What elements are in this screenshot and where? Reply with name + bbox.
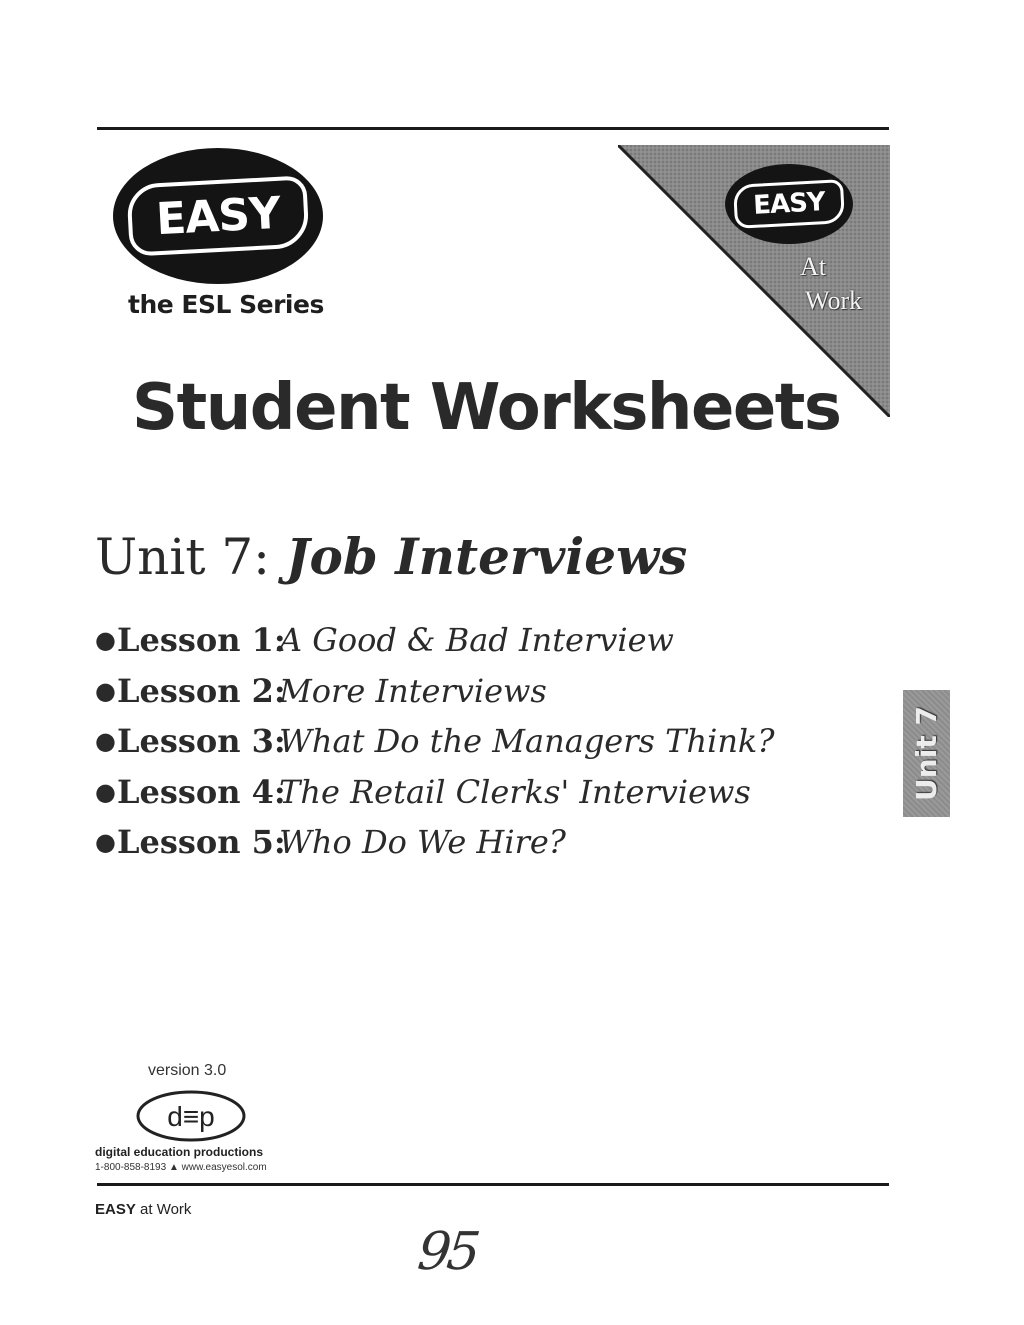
bullet-icon: ●: [95, 676, 116, 705]
unit-heading: [95, 527, 688, 586]
lesson-title: The Retail Clerks' Interviews: [279, 772, 751, 811]
corner-easy-logo-text: EASY: [733, 179, 845, 229]
unit-label: Unit 7:: [95, 528, 270, 586]
bullet-icon: ●: [95, 828, 116, 857]
unit-side-tab: [903, 690, 950, 817]
easy-logo: [113, 148, 323, 284]
publisher-name: digital education productions: [95, 1145, 263, 1159]
lesson-label: Lesson 5:: [117, 823, 286, 862]
corner-label-work: Work: [805, 286, 863, 315]
bullet-icon: ●: [95, 727, 116, 756]
footer-brand: EASY: [95, 1201, 136, 1218]
lesson-label: Lesson 3:: [117, 722, 286, 761]
easy-logo-text: EASY: [126, 175, 310, 256]
lesson-label: Lesson 1:: [117, 621, 286, 660]
lesson-item: [95, 615, 774, 666]
bottom-rule: [97, 1183, 889, 1186]
dep-logo-text: d≡p: [167, 1101, 215, 1132]
lesson-title: Who Do We Hire?: [279, 823, 566, 862]
lesson-label: Lesson 2:: [117, 671, 286, 710]
footer-label: [95, 1201, 191, 1218]
series-label: the ESL Series: [128, 290, 324, 319]
unit-side-tab-label: Unit 7: [910, 706, 944, 801]
publisher-contact: 1-800-858-8193 ▲ www.easyesol.com: [95, 1162, 267, 1173]
lesson-list: [95, 615, 774, 868]
lesson-item: [95, 817, 774, 868]
page-title: Student Worksheets: [132, 371, 841, 445]
bullet-icon: ●: [95, 626, 116, 655]
top-rule: [97, 127, 889, 130]
bullet-icon: ●: [95, 777, 116, 806]
lesson-title: What Do the Managers Think?: [279, 722, 775, 761]
lesson-item: [95, 716, 774, 767]
handwritten-page-number: 95: [414, 1222, 480, 1282]
lesson-title: More Interviews: [279, 671, 547, 710]
lesson-item: [95, 767, 774, 818]
corner-easy-logo: [725, 164, 853, 244]
dep-logo: [136, 1090, 246, 1142]
unit-name: Job Interviews: [285, 527, 688, 586]
version-label: version 3.0: [148, 1062, 227, 1079]
corner-label-at: At: [800, 252, 826, 281]
lesson-label: Lesson 4:: [117, 772, 286, 811]
lesson-title: A Good & Bad Interview: [279, 621, 674, 660]
lesson-item: [95, 666, 774, 717]
footer-rest: at Work: [135, 1201, 192, 1218]
